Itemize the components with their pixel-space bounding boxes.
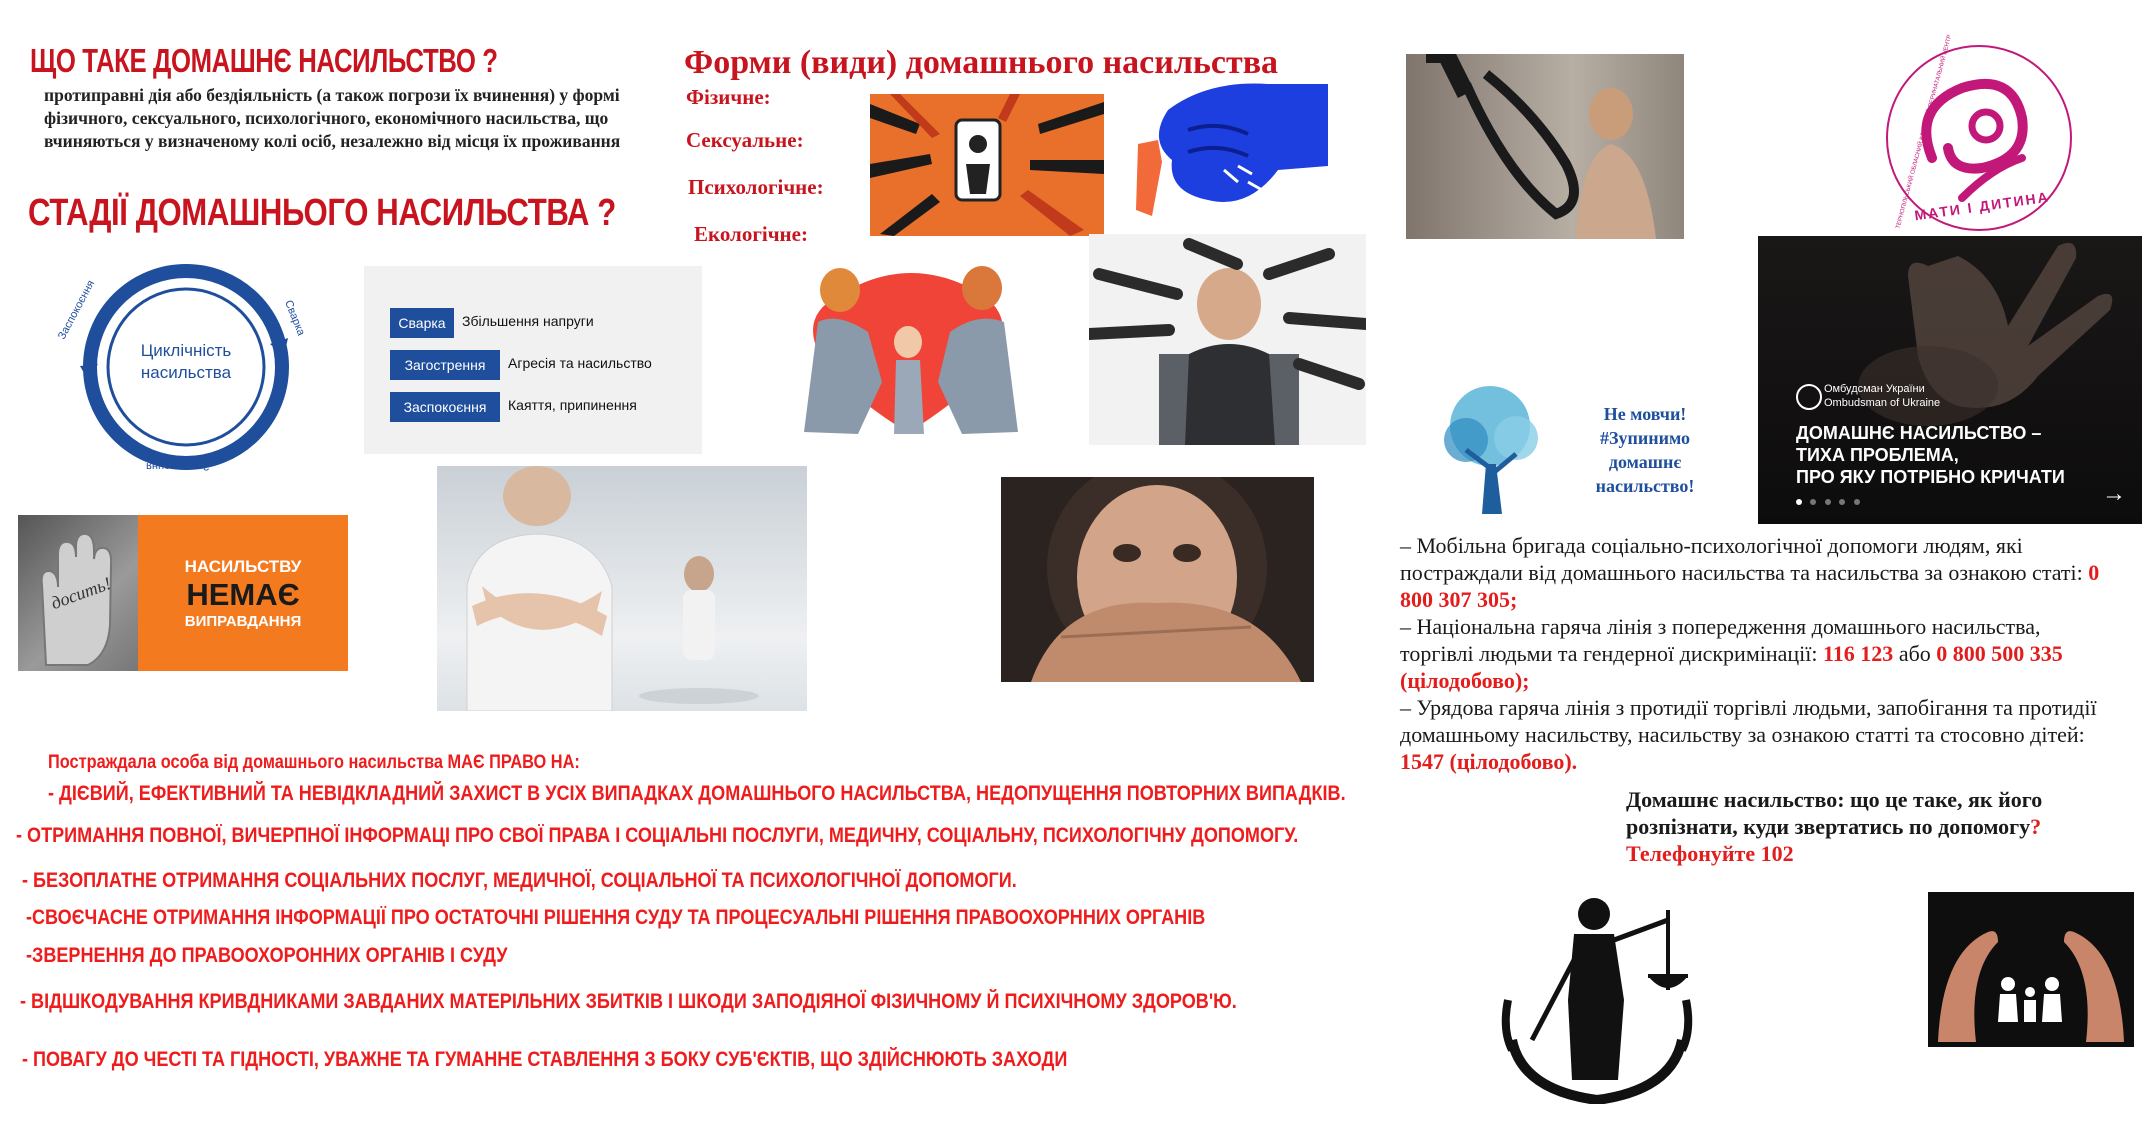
covered-mouth-icon [1001,477,1314,682]
stage-desc: Каяття, припинення [508,397,637,413]
carousel-dot[interactable] [1810,499,1816,505]
tree-icon [1430,384,1550,520]
campaign-line: Не мовчи! [1603,404,1687,424]
hotlines-block [1400,532,2110,775]
hotline-phone[interactable]: 0 800 500 335 (цілодобово); [1400,641,2063,693]
forms-title: Форми (види) домашнього насильства [684,44,1279,81]
no-excuse-banner [18,515,348,671]
cycle-arc-label: Заспокоєння [55,278,98,342]
pointed-man-icon [1089,234,1366,445]
right-item: -СВОЄЧАСНЕ ОТРИМАННЯ ІНФОРМАЦІЇ ПРО ОСТАТОЧНІ РІШЕННЯ СУДУ ТА ПРОЦЕСУАЛЬНІ РІШЕННЯ ПРАВООХОРННИХ ОРГАНІВ [26,906,1206,929]
lady-justice-icon [1492,880,1702,1104]
definition-line: протиправні дія або бездіяльність (а також погрози їх вчинення) у формі [44,85,620,105]
family-conflict-icon [778,262,1040,434]
logo-name: МАТИ І ДИТИНА [1913,188,2051,224]
right-item: - ДІЄВИЙ, ЕФЕКТИВНИЙ ТА НЕВІДКЛАДНИЙ ЗАХИСТ В УСІХ ВИПАДКАХ ДОМАШНЬОГО НАСИЛЬСТВА, НЕДОПУЩЕННЯ ПОВТОРНИХ ВИПАДКІВ. [48,782,1346,805]
definition-text [44,84,684,153]
office-pointing-photo [1089,234,1366,445]
hand-text: досить! [48,572,114,614]
carousel-dot[interactable] [1854,499,1860,505]
right-item: - ПОВАГУ ДО ЧЕСТІ ТА ГІДНОСТІ, УВАЖНЕ ТА ГУМАННЕ СТАВЛЕННЯ З БОКУ СУБ'ЄКТІВ, ЩО ЗДІЙСНЮЮТЬ ЗАХОДИ [22,1048,1068,1071]
cycle-arc-label: Сварка [282,298,308,338]
campaign-line: насильство! [1595,476,1695,496]
hands-phone-illustration [870,94,1104,236]
hotline-item [1400,694,2110,775]
banner-line3: ВИПРАВДАННЯ [184,613,302,630]
fist-stop-illustration [1128,70,1334,218]
form-item-ecological: Екологічне: [694,222,808,246]
campaign-line: домашнє [1608,452,1682,472]
cycle-center-label: Циклічність насильства [140,341,232,382]
stage-label: Заспокоєння [390,392,500,422]
ombudsman-org [1824,382,1940,410]
silenced-girl-photo [1001,477,1314,682]
hotline-phone[interactable]: 116 123 [1823,641,1894,666]
help-call[interactable]: Телефонуйте 102 [1626,841,1794,866]
arrow-right-icon[interactable]: → [2102,480,2126,507]
fist-icon [1128,70,1334,218]
hotline-item [1400,613,2110,694]
right-item: - ОТРИМАННЯ ПОВНОЇ, ВИЧЕРПНОЇ ІНФОРМАЦІ ПРО СВОЇ ПРАВА І СОЦІАЛЬНІ ПОСЛУГИ, МЕДИЧНУ, СОЦІАЛЬНУ, ПСИХОЛОГІЧНУ ДОПОМОГУ. [16,824,1299,847]
help-text: Домашнє насильство: що це таке, як його розпізнати, куди звертатись по допомогу [1626,787,2043,839]
campaign-text [1580,402,1710,498]
definition-line: фізичного, сексуального, психологічного, економічного насильства, що [44,108,609,128]
stage-desc: Збільшення напруги [462,313,594,329]
cycle-arc-label: Загострення [146,460,210,472]
stage-desc: Агресія та насильство [508,355,652,371]
logo-ring-text: ТЕРНОПІЛЬСЬКИЙ ОБЛАСНИЙ КЛІНІЧНИЙ ПЕРИНАТАЛЬНИЙ ЦЕНТР [1895,34,1954,230]
ombudsman-headline-line: ТИХА ПРОБЛЕМА, [1796,445,1959,465]
carousel-dot[interactable] [1825,499,1831,505]
hand-photo [18,515,138,671]
stages-panel [364,266,702,454]
hotline-or: або [1893,641,1937,666]
form-item-physical: Фізичне: [686,85,771,109]
help-block [1626,786,2096,867]
carousel-dot[interactable] [1839,499,1845,505]
banner-line1: НАСИЛЬСТВУ [184,557,302,576]
belt-icon [1406,54,1684,239]
rights-intro: Постраждала особа від домашнього насильства МАЄ ПРАВО НА: [48,752,580,773]
carousel-dot-active[interactable] [1796,499,1802,505]
banner-line2: НЕМАЄ [186,577,300,612]
belt-threat-photo [1406,54,1684,239]
ombudsman-emblem-icon [1796,384,1822,410]
child-photo [437,466,807,711]
help-question-mark: ? [2030,814,2042,839]
hotline-phone[interactable]: 0 800 307 305; [1400,560,2100,612]
mother-child-logo [1872,34,2086,238]
family-quarrel-illustration [778,262,1040,434]
definition-line: вчиняються у визначеному колі осіб, незалежно від місця їх проживання [44,131,621,151]
lady-justice-emblem [1492,880,1702,1104]
form-item-sexual: Сексуальне: [686,128,804,152]
stages-title: СТАДІЇ ДОМАШНЬОГО НАСИЛЬСТВА ? [28,192,616,234]
hotline-desc: – Урядова гаряча лінія з протидії торгівлі людьми, запобігання та протидії домашньому насильству, насильству за ознакою статті та стосовно дітей: [1400,695,2097,747]
hotline-item [1400,532,2110,613]
protecting-hands-icon [1928,892,2134,1047]
boy-silhouette-icon [437,466,807,711]
pointing-hands-icon [870,94,1104,236]
ombudsman-headline-line: ПРО ЯКУ ПОТРІБНО КРИЧАТИ [1796,467,2065,487]
hotline-desc: – Національна гаряча лінія з попередження домашнього насильства, торгівлі людьми та гендерної дискримінації: [1400,614,2041,666]
banner-orange [138,515,348,671]
hotline-phone[interactable]: 1547 (цілодобово). [1400,749,1578,774]
ombudsman-org-en: Ombudsman of Ukraine [1824,397,1941,409]
stage-label: Сварка [390,308,454,338]
campaign-tree-block [1430,384,1730,520]
carousel-dots[interactable] [1796,492,1860,510]
right-item: -ЗВЕРНЕННЯ ДО ПРАВООХОРОННИХ ОРГАНІВ І СУДУ [26,944,508,967]
right-item: - ВІДШКОДУВАННЯ КРИВДНИКАМИ ЗАВДАНИХ МАТЕРІЛЬНИХ ЗБИТКІВ І ШКОДИ ЗАПОДІЯНОЇ ФІЗИЧНОМУ Й ПСИХІЧНОМУ ЗДОРОВ'Ю. [20,990,1237,1013]
right-item: - БЕЗОПЛАТНЕ ОТРИМАННЯ СОЦІАЛЬНИХ ПОСЛУГ, МЕДИЧНОЇ, СОЦІАЛЬНОЇ ТА ПСИХОЛОГІЧНОЇ ДОПОМОГИ. [22,869,1017,892]
form-item-psychological: Психологічне: [688,175,824,199]
hands-family-photo [1928,892,2134,1047]
ombudsman-headline [1796,422,2065,488]
campaign-line: #Зупинимо [1599,428,1690,448]
stage-label: Загострення [390,350,500,380]
ombudsman-headline-line: ДОМАШНЄ НАСИЛЬСТВО – [1796,423,2042,443]
what-is-title: ЩО ТАКЕ ДОМАШНЄ НАСИЛЬСТВО ? [30,42,498,79]
cycle-diagram [55,252,318,477]
hotline-desc: – Мобільна бригада соціально-психологічної допомоги людям, які постраждали від домашнього насильства та насильства за ознакою статі: [1400,533,2089,585]
ombudsman-org-ua: Омбудсман України [1824,383,1925,395]
ombudsman-card [1758,236,2142,524]
